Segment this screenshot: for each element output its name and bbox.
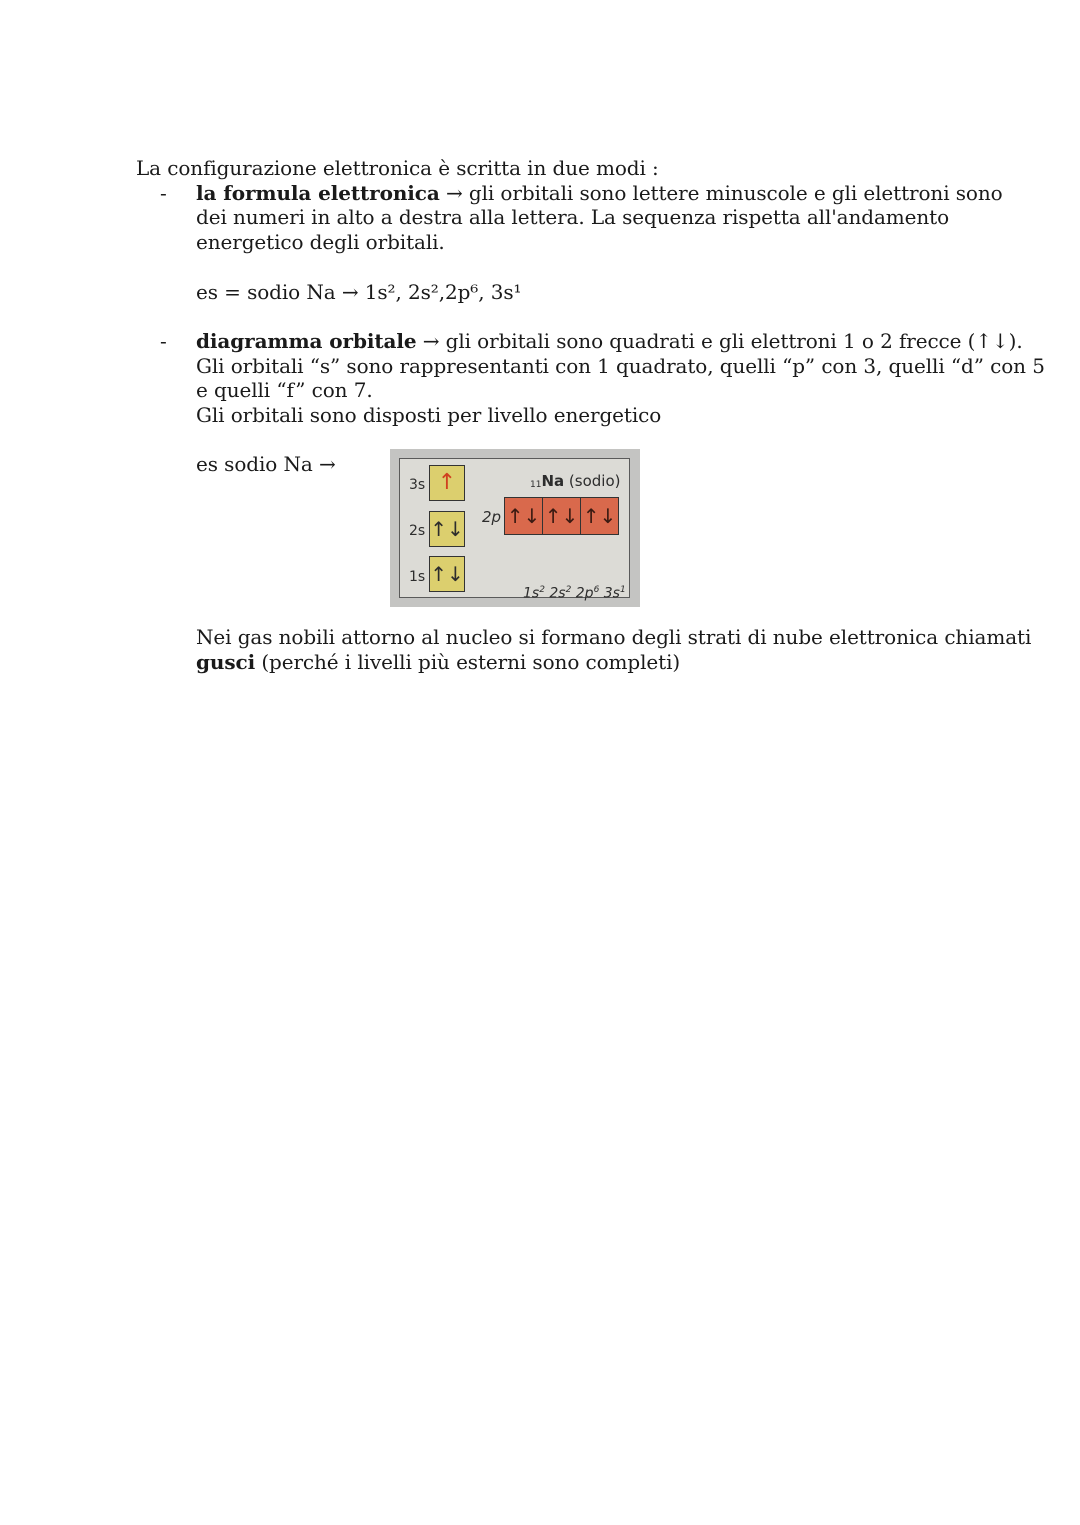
config-1s: 1s [523, 585, 540, 602]
orbital-diagram-frame [399, 458, 630, 602]
config-3s: 3s [599, 585, 620, 602]
config-1s-exponent: 2 [539, 585, 545, 595]
orbital-box-2p-3: ↑↓ [580, 497, 619, 535]
formula-example: es = sodio Na → 1s², 2s²,2p⁶, 3s¹ [196, 280, 522, 304]
diagramma-term: diagramma orbitale [196, 329, 417, 353]
formula-term: la formula elettronica [196, 181, 440, 205]
diagram-title [530, 472, 620, 490]
diagramma-line-4: Gli orbitali sono disposti per livello energetico [196, 403, 662, 427]
element-name: (sodio) [564, 472, 621, 490]
formula-line-1 [196, 181, 1003, 205]
label-2p: 2p [482, 508, 502, 526]
orbital-box-2p-2: ↑↓ [542, 497, 581, 535]
config-2p: 2p [571, 585, 594, 602]
formula-line-1-rest: → gli orbitali sono lettere minuscole e gli elettroni sono [439, 181, 1003, 205]
formula-line-3: energetico degli orbitali. [196, 230, 445, 254]
nobili-line-1: Nei gas nobili attorno al nucleo si formano degli strati di nube elettronica chiamati [196, 625, 1032, 649]
orbital-box-3s: ↑ [429, 465, 465, 501]
atomic-number: 11 [530, 480, 542, 490]
formula-line-2: dei numeri in alto a destra alla lettera. La sequenza rispetta all'andamento [196, 205, 950, 229]
orbital-box-1s: ↑↓ [429, 556, 465, 592]
config-2s-exponent: 2 [565, 585, 572, 595]
diagramma-line-1 [196, 329, 1023, 353]
label-3s: 3s [409, 477, 426, 493]
diagramma-example-label: es sodio Na → [196, 452, 336, 476]
config-2p-exponent: 6 [593, 585, 600, 595]
nobili-line-2-rest: (perché i livelli più esterni sono completi) [255, 650, 681, 674]
config-3s-exponent: 1 [619, 585, 626, 595]
orbital-box-2s: ↑↓ [429, 511, 465, 547]
nobili-line-2 [196, 650, 680, 674]
element-symbol: Na [541, 472, 565, 490]
config-2s: 2s [544, 585, 566, 602]
bullet-marker: - [160, 329, 167, 353]
gusci-term: gusci [196, 650, 256, 674]
label-1s: 1s [409, 569, 426, 585]
diagramma-line-1-rest: → gli orbitali sono quadrati e gli elettroni 1 o 2 frecce (↑↓). [416, 329, 1023, 353]
diagramma-line-3: e quelli “f” con 7. [196, 378, 373, 402]
diagram-configuration [523, 585, 626, 602]
intro-text: La configurazione elettronica è scritta in due modi : [136, 156, 659, 180]
diagramma-line-2: Gli orbitali “s” sono rappresentanti con 1 quadrato, quelli “p” con 3, quelli “d” con 5 [196, 354, 1045, 378]
orbital-box-2p-1: ↑↓ [504, 497, 543, 535]
orbital-diagram [390, 449, 640, 607]
bullet-marker: - [160, 181, 167, 205]
label-2s: 2s [409, 523, 426, 539]
